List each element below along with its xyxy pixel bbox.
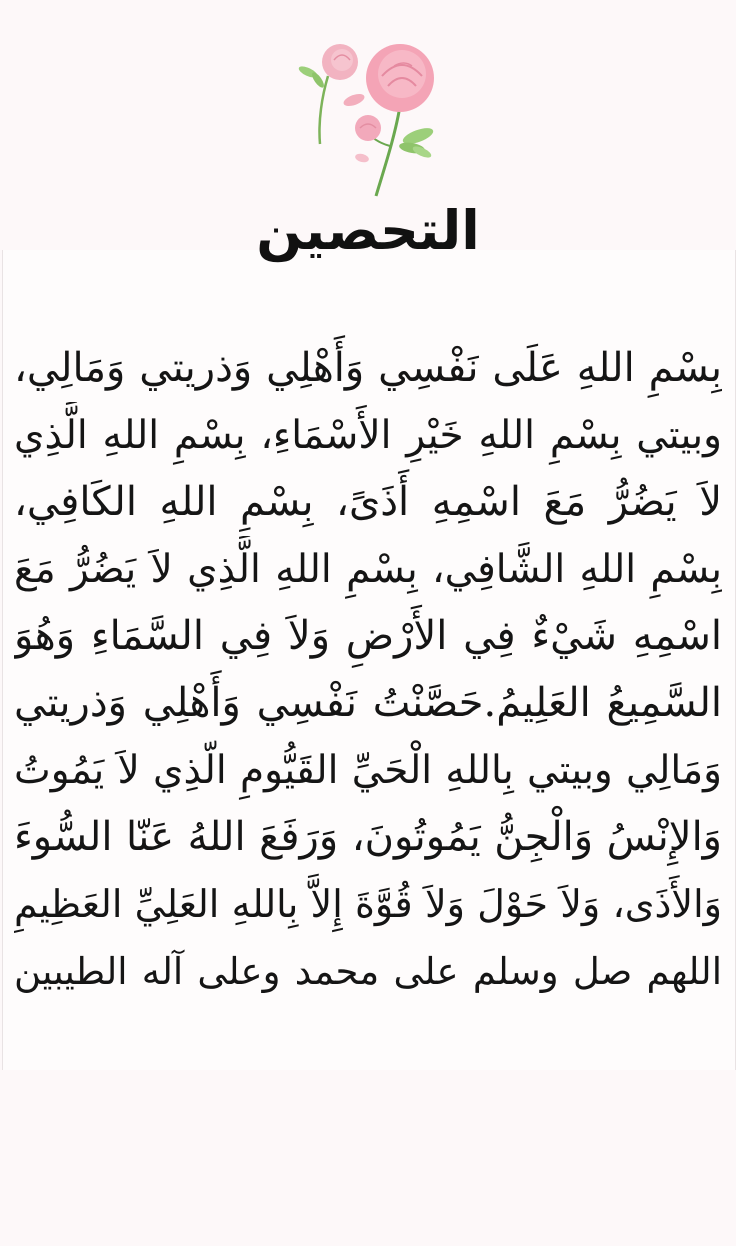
text-line: وبيتي بِسْمِ اللهِ خَيْرِ الأَسْمَاءِ، بِسْمِ اللهِ الَّذِي — [14, 413, 722, 458]
text-line: وَالأَذَى، وَلاَ حَوْلَ وَلاَ قُوَّةَ إِلاَّ بِاللهِ العَلِيِّ العَظِيمِ — [14, 882, 722, 926]
supplication-text — [14, 335, 722, 1005]
text-line: اسْمِهِ شَيْءٌ فِي الأَرْضِ وَلاَ فِي السَّمَاءِ وَهُوَ — [14, 613, 722, 659]
text-line: السَّمِيعُ العَلِيمُ.حَصَّنْتُ نَفْسِي وَأَهْلِي وَذريتي — [14, 680, 722, 726]
text-line: بِسْمِ اللهِ عَلَى نَفْسِي وَأَهْلِي وَذريتي وَمَالِي، — [14, 345, 722, 391]
text-line: وَمَالِي وبيتي بِاللهِ الْحَيِّ القَيُّومِ الّذِي لاَ يَمُوتُ — [14, 748, 722, 793]
text-line-closing: اللهم صل وسلم على محمد وعلى آله الطيبين — [14, 950, 722, 993]
pink-rose-flower-icon — [290, 36, 450, 201]
page-title: التحصين — [256, 199, 480, 262]
text-line: بِسْمِ اللهِ الشَّافِي، بِسْمِ اللهِ الَّذِي لاَ يَضُرُّ مَعَ — [14, 547, 722, 592]
text-line: لاَ يَضُرُّ مَعَ اسْمِهِ أَذَىً، بِسْمِ اللهِ الكَافِي، — [14, 479, 722, 525]
text-line: وَالإِنْسُ وَالْجِنُّ يَمُوتُونَ، وَرَفَعَ اللهُ عَنّا السُّوءَ — [14, 814, 722, 860]
